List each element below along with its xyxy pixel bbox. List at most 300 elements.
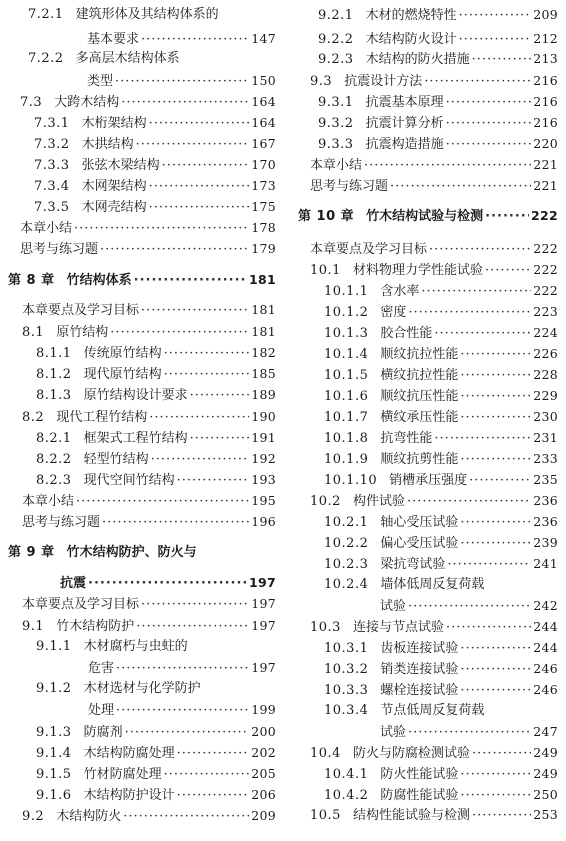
toc-entry-number: 8.2.2 (36, 452, 72, 467)
toc-leader-dots (149, 407, 249, 429)
toc-entry-title: 基本要求 (87, 32, 140, 47)
toc-page-number: 147 (251, 31, 276, 46)
toc-entry-number: 10.1.6 (324, 389, 369, 404)
toc-entry-title: 木结构防腐处理 (83, 746, 175, 761)
toc-entry[interactable] (0, 217, 276, 239)
toc-entry-number: 9.3.2 (318, 116, 354, 131)
toc-leader-dots (421, 281, 531, 303)
toc-page-number: 197 (251, 596, 276, 611)
toc-leader-dots (190, 385, 250, 407)
toc-entry-title: 木结构防火设计 (365, 32, 457, 47)
toc-entry-title: 竹木结构防护、防火与 (66, 545, 197, 560)
toc-entry-number: 10.2.2 (324, 536, 369, 551)
toc-page-number: 253 (533, 807, 558, 822)
toc-entry-title: 销类连接试验 (380, 662, 459, 677)
toc-leader-dots (485, 260, 531, 282)
toc-page-number: 200 (251, 724, 276, 739)
toc-entry[interactable] (288, 4, 558, 26)
toc-entry[interactable] (288, 364, 558, 386)
toc-page-number: 249 (533, 745, 558, 760)
toc-leader-dots (177, 743, 250, 765)
toc-page-number: 197 (251, 660, 276, 675)
toc-page-number: 164 (251, 94, 276, 109)
toc-entry[interactable] (0, 299, 276, 321)
toc-leader-dots (460, 680, 531, 702)
toc-entry-title: 本章小结 (310, 158, 363, 173)
toc-page-number: 216 (533, 73, 558, 88)
toc-entry-number: 10.2.3 (324, 557, 369, 572)
toc-entry[interactable] (288, 385, 558, 407)
toc-page-number: 250 (533, 787, 558, 802)
toc-entry[interactable] (0, 469, 276, 491)
toc-page-number: 222 (533, 262, 558, 277)
toc-entry-title: 轴心受压试验 (380, 515, 459, 530)
toc-leader-dots (141, 300, 249, 322)
toc-leader-dots (88, 573, 247, 595)
toc-entry-title: 竹结构体系 (66, 273, 132, 288)
toc-entry-title: 木材的燃烧特性 (365, 8, 457, 23)
toc-leader-dots (364, 155, 531, 177)
toc-entry[interactable] (288, 804, 558, 826)
toc-page-number: 205 (251, 766, 276, 781)
toc-entry[interactable] (0, 427, 276, 449)
toc-entry-title: 本章小结 (22, 494, 75, 509)
toc-entry-title: 竹木结构防护 (56, 619, 135, 634)
toc-entry[interactable] (0, 384, 276, 406)
toc-entry[interactable] (0, 448, 276, 470)
toc-entry-title: 材料物理力学性能试验 (352, 263, 483, 278)
toc-page-number: 213 (533, 51, 558, 66)
toc-page-number: 221 (533, 178, 558, 193)
toc-leader-dots (121, 92, 249, 114)
toc-leader-dots (110, 322, 249, 344)
toc-entry-title: 竹材防腐处理 (83, 767, 162, 782)
toc-entry-title: 梁抗弯试验 (380, 557, 446, 572)
toc-entry[interactable] (288, 532, 558, 554)
toc-entry-title: 思考与练习题 (310, 179, 389, 194)
toc-page-number: 226 (533, 346, 558, 361)
toc-leader-dots (460, 449, 531, 471)
toc-entry[interactable] (0, 678, 276, 700)
toc-entry-title: 偏心受压试验 (380, 536, 459, 551)
toc-entry-title: 横纹承压性能 (380, 410, 459, 425)
toc-entry[interactable] (288, 469, 558, 491)
toc-page-number: 216 (533, 94, 558, 109)
toc-entry[interactable] (288, 742, 558, 764)
toc-entry[interactable] (288, 637, 558, 659)
toc-entry-title: 思考与练习题 (20, 242, 99, 257)
toc-entry-number: 9.2 (22, 809, 45, 824)
toc-page-number: 209 (251, 808, 276, 823)
toc-entry-title: 框架式工程竹结构 (83, 431, 188, 446)
toc-leader-dots (177, 470, 250, 492)
toc-entry[interactable] (0, 321, 276, 343)
toc-entry[interactable] (288, 700, 558, 722)
toc-entry[interactable] (288, 112, 558, 134)
toc-entry-number: 7.3.2 (34, 137, 70, 152)
toc-entry-title: 危害 (88, 661, 115, 676)
toc-page-number: 185 (251, 366, 276, 381)
toc-entry-title: 木网架结构 (81, 179, 147, 194)
toc-entry-number: 7.3.1 (34, 116, 70, 131)
toc-entry[interactable] (288, 280, 558, 302)
toc-entry-number: 10.2.4 (324, 577, 369, 592)
toc-entry-number: 10.1.2 (324, 305, 369, 320)
toc-entry-number: 9.2.3 (318, 52, 354, 67)
toc-entry-number: 8.2.1 (36, 431, 72, 446)
toc-entry[interactable] (288, 70, 558, 92)
toc-entry-number: 10.1.3 (324, 326, 369, 341)
toc-entry-number: 7.3.5 (34, 200, 70, 215)
toc-leader-dots (447, 554, 531, 576)
toc-page-number: 212 (533, 31, 558, 46)
toc-entry-title: 木桁架结构 (81, 116, 147, 131)
toc-page-number: 222 (531, 208, 558, 223)
toc-leader-dots (177, 785, 250, 807)
toc-leader-dots (125, 722, 250, 744)
toc-entry[interactable] (0, 572, 276, 594)
toc-entry[interactable] (0, 48, 276, 70)
toc-entry[interactable] (288, 574, 558, 596)
toc-entry-title: 销槽承压强度 (389, 473, 468, 488)
toc-leader-dots (459, 5, 532, 27)
toc-page-number: 244 (533, 640, 558, 655)
toc-entry[interactable] (0, 269, 276, 291)
toc-page-number: 178 (251, 220, 276, 235)
toc-page-number: 224 (533, 325, 558, 340)
toc-entry-number: 10.1.5 (324, 368, 369, 383)
toc-page-number: 236 (533, 493, 558, 508)
toc-page-number: 222 (533, 283, 558, 298)
toc-page-number: 195 (251, 493, 276, 508)
toc-entry-number: 10.2 (310, 494, 341, 509)
toc-entry-number: 第 8 章 (8, 273, 55, 288)
toc-entry[interactable] (288, 406, 558, 428)
toc-entry-number: 9.2.1 (318, 8, 354, 23)
toc-leader-dots (151, 449, 250, 471)
toc-leader-dots (460, 533, 531, 555)
toc-leader-dots (434, 428, 531, 450)
toc-entry[interactable] (0, 636, 276, 658)
toc-entry[interactable] (288, 490, 558, 512)
toc-entry-title: 木结构防火 (56, 809, 122, 824)
toc-page-number: 216 (533, 115, 558, 130)
toc-entry[interactable] (288, 28, 558, 50)
toc-page-number: 199 (251, 702, 276, 717)
toc-leader-dots (115, 71, 249, 93)
toc-leader-dots (164, 364, 250, 386)
toc-leader-dots (408, 302, 531, 324)
toc-entry-number: 10.1.10 (324, 473, 378, 488)
toc-entry[interactable] (288, 511, 558, 533)
toc-entry[interactable] (0, 721, 276, 743)
toc-entry[interactable] (0, 805, 276, 827)
toc-entry-number: 7.3.4 (34, 179, 70, 194)
toc-entry[interactable] (288, 721, 558, 743)
toc-entry-title: 结构性能试验与检测 (352, 808, 470, 823)
toc-page-number: 230 (533, 409, 558, 424)
toc-entry-number: 10.3.3 (324, 683, 369, 698)
toc-leader-dots (472, 49, 532, 71)
toc-leader-dots (485, 206, 529, 228)
toc-entry-title: 木结构防护设计 (83, 788, 175, 803)
toc-entry-title: 木结构的防火措施 (365, 52, 470, 67)
toc-page-number: 175 (251, 199, 276, 214)
toc-page-number: 228 (533, 367, 558, 382)
toc-entry-number: 10.1.7 (324, 410, 369, 425)
toc-entry-title: 本章要点及学习目标 (22, 597, 140, 612)
toc-entry-title: 抗震 (60, 576, 87, 591)
toc-page-number: 181 (251, 302, 276, 317)
toc-entry-title: 大跨木结构 (54, 95, 120, 110)
toc-entry-title: 木材腐朽与虫蛀的 (83, 639, 188, 654)
toc-entry[interactable] (288, 91, 558, 113)
toc-entry-title: 试验 (380, 725, 407, 740)
toc-leader-dots (446, 92, 532, 114)
toc-entry[interactable] (0, 70, 276, 92)
toc-entry-title: 齿板连接试验 (380, 641, 459, 656)
toc-page-number: 231 (533, 430, 558, 445)
toc-entry[interactable] (288, 343, 558, 365)
toc-entry-title: 顺纹抗剪性能 (380, 452, 459, 467)
toc-entry[interactable] (0, 511, 276, 533)
toc-entry-title: 顺纹抗压性能 (380, 389, 459, 404)
toc-leader-dots (390, 176, 531, 198)
toc-entry-number: 10.3.2 (324, 662, 369, 677)
toc-leader-dots (116, 658, 249, 680)
toc-page-number: 190 (251, 409, 276, 424)
toc-entry-title: 类型 (87, 74, 114, 89)
toc-entry-title: 抗震构造措施 (365, 137, 444, 152)
toc-entry-title: 试验 (380, 599, 407, 614)
toc-entry-number: 9.1.6 (36, 788, 72, 803)
toc-entry-title: 密度 (380, 305, 407, 320)
toc-entry[interactable] (288, 48, 558, 70)
toc-entry[interactable] (288, 658, 558, 680)
toc-entry[interactable] (288, 679, 558, 701)
toc-entry-title: 抗震设计方法 (344, 74, 423, 89)
toc-entry[interactable] (0, 133, 276, 155)
toc-entry-number: 7.2.2 (28, 51, 64, 66)
toc-entry-number: 10.4.1 (324, 767, 369, 782)
toc-entry-title: 防火与防腐检测试验 (352, 746, 470, 761)
toc-entry[interactable] (0, 196, 276, 218)
toc-leader-dots (460, 638, 531, 660)
toc-page-number: 191 (251, 430, 276, 445)
toc-leader-dots (136, 616, 249, 638)
toc-entry-title: 本章要点及学习目标 (310, 242, 428, 257)
toc-entry-number: 第 9 章 (8, 545, 55, 560)
toc-leader-dots (141, 594, 249, 616)
toc-entry-number: 10.5 (310, 808, 341, 823)
toc-page-number: 182 (251, 345, 276, 360)
toc-leader-dots (102, 512, 249, 534)
toc-page-number: 150 (251, 73, 276, 88)
toc-entry[interactable] (288, 553, 558, 575)
toc-entry[interactable] (288, 616, 558, 638)
toc-entry-title: 现代原竹结构 (83, 367, 162, 382)
toc-entry[interactable] (0, 784, 276, 806)
toc-entry-number: 9.3 (310, 74, 333, 89)
toc-leader-dots (149, 197, 250, 219)
toc-entry[interactable] (0, 342, 276, 364)
toc-page-number: 189 (251, 387, 276, 402)
toc-leader-dots (408, 722, 531, 744)
toc-entry-number: 7.3 (20, 95, 43, 110)
toc-entry-number: 10.3.4 (324, 703, 369, 718)
toc-entry[interactable] (0, 175, 276, 197)
toc-entry[interactable] (288, 763, 558, 785)
toc-entry-title: 本章小结 (20, 221, 73, 236)
toc-entry-number: 9.1.3 (36, 725, 72, 740)
toc-page-number: 246 (533, 682, 558, 697)
toc-entry-number: 10.4.2 (324, 788, 369, 803)
toc-entry[interactable] (0, 593, 276, 615)
toc-page-number: 167 (251, 136, 276, 151)
toc-entry-number: 8.2.3 (36, 473, 72, 488)
toc-page-number: 196 (251, 514, 276, 529)
toc-entry-number: 10.1.4 (324, 347, 369, 362)
toc-entry-title: 传统原竹结构 (83, 346, 162, 361)
toc-leader-dots (460, 512, 531, 534)
toc-leader-dots (149, 113, 250, 135)
toc-page-number: 202 (251, 745, 276, 760)
toc-page-number: 179 (251, 241, 276, 256)
toc-entry-title: 现代工程竹结构 (56, 410, 148, 425)
toc-entry[interactable] (0, 28, 276, 50)
toc-entry-number: 9.1.2 (36, 681, 72, 696)
toc-entry[interactable] (0, 4, 276, 26)
toc-entry-number: 8.2 (22, 410, 45, 425)
toc-leader-dots (472, 805, 531, 827)
toc-entry[interactable] (288, 322, 558, 344)
toc-entry-number: 10.1.1 (324, 284, 369, 299)
toc-entry-number: 8.1.2 (36, 367, 72, 382)
toc-leader-dots (460, 764, 531, 786)
toc-leader-dots (164, 343, 250, 365)
toc-entry-title: 横纹抗拉性能 (380, 368, 459, 383)
toc-entry[interactable] (0, 91, 276, 113)
toc-page-number: 229 (533, 388, 558, 403)
toc-entry[interactable] (288, 301, 558, 323)
toc-leader-dots (460, 365, 531, 387)
toc-entry[interactable] (0, 615, 276, 637)
toc-entry[interactable] (0, 238, 276, 260)
toc-page-number: 223 (533, 304, 558, 319)
toc-leader-dots (460, 386, 531, 408)
toc-page-number: 193 (251, 472, 276, 487)
toc-entry[interactable] (0, 363, 276, 385)
toc-leader-dots (162, 155, 250, 177)
toc-entry-title: 思考与练习题 (22, 515, 101, 530)
toc-page-number: 247 (533, 724, 558, 739)
toc-entry[interactable] (288, 175, 558, 197)
toc-entry-number: 7.2.1 (28, 7, 64, 22)
toc-page-number: 192 (251, 451, 276, 466)
toc-entry-number: 9.1.5 (36, 767, 72, 782)
toc-entry-number: 10.1.8 (324, 431, 369, 446)
toc-entry[interactable] (0, 763, 276, 785)
toc-entry-title: 节点低周反复荷载 (380, 703, 485, 718)
toc-entry-title: 抗震基本原理 (365, 95, 444, 110)
toc-page-number: 246 (533, 661, 558, 676)
toc-entry[interactable] (288, 595, 558, 617)
toc-entry[interactable] (0, 742, 276, 764)
toc-entry-title: 木材选材与化学防护 (83, 681, 201, 696)
toc-entry-title: 张弦木梁结构 (81, 158, 160, 173)
toc-leader-dots (472, 743, 531, 765)
toc-page-number: 242 (533, 598, 558, 613)
toc-entry[interactable] (288, 448, 558, 470)
toc-leader-dots (74, 218, 249, 240)
toc-entry[interactable] (0, 699, 276, 721)
toc-entry-number: 10.1 (310, 263, 341, 278)
toc-page-number: 236 (533, 514, 558, 529)
toc-entry[interactable] (0, 490, 276, 512)
toc-leader-dots (134, 270, 247, 292)
toc-leader-dots (116, 700, 249, 722)
toc-entry[interactable] (0, 657, 276, 679)
toc-entry[interactable] (0, 542, 276, 564)
toc-leader-dots (424, 71, 531, 93)
toc-entry-number: 9.3.1 (318, 95, 354, 110)
toc-leader-dots (407, 491, 531, 513)
toc-leader-dots (149, 176, 250, 198)
toc-entry-number: 8.1.1 (36, 346, 72, 361)
toc-entry-title: 原竹结构设计要求 (83, 388, 188, 403)
toc-entry-number: 10.3.1 (324, 641, 369, 656)
toc-page-number: 235 (533, 472, 558, 487)
toc-leader-dots (446, 617, 531, 639)
toc-entry-title: 建筑形体及其结构体系的 (75, 7, 219, 22)
toc-leader-dots (76, 491, 249, 513)
toc-entry-title: 构件试验 (352, 494, 405, 509)
toc-entry[interactable] (0, 154, 276, 176)
toc-entry-title: 原竹结构 (56, 325, 109, 340)
toc-entry-title: 轻型竹结构 (83, 452, 149, 467)
toc-entry-number: 第 10 章 (298, 209, 355, 224)
toc-page-number: 173 (251, 178, 276, 193)
toc-entry[interactable] (288, 427, 558, 449)
toc-leader-dots (469, 470, 531, 492)
toc-entry-title: 木网壳结构 (81, 200, 147, 215)
toc-entry-title: 连接与节点试验 (352, 620, 444, 635)
toc-entry[interactable] (288, 133, 558, 155)
toc-entry-title: 处理 (88, 703, 115, 718)
toc-page-number: 220 (533, 136, 558, 151)
toc-page-number: 181 (251, 324, 276, 339)
toc-page-number: 222 (533, 241, 558, 256)
toc-page-number: 249 (533, 766, 558, 781)
toc-entry-number: 8.1.3 (36, 388, 72, 403)
toc-entry-title: 顺纹抗拉性能 (380, 347, 459, 362)
toc-entry-title: 现代空间竹结构 (83, 473, 175, 488)
toc-entry[interactable] (288, 784, 558, 806)
toc-entry[interactable] (288, 205, 558, 227)
toc-entry[interactable] (0, 406, 276, 428)
toc-page-number: 239 (533, 535, 558, 550)
toc-entry-number: 10.3 (310, 620, 341, 635)
toc-entry[interactable] (288, 259, 558, 281)
toc-leader-dots (123, 806, 249, 828)
toc-entry-number: 10.2.1 (324, 515, 369, 530)
toc-entry[interactable] (0, 112, 276, 134)
toc-page-number: 209 (533, 7, 558, 22)
toc-entry-title: 本章要点及学习目标 (22, 303, 140, 318)
toc-entry[interactable] (288, 154, 558, 176)
toc-entry[interactable] (288, 238, 558, 260)
toc-page-number: 206 (251, 787, 276, 802)
